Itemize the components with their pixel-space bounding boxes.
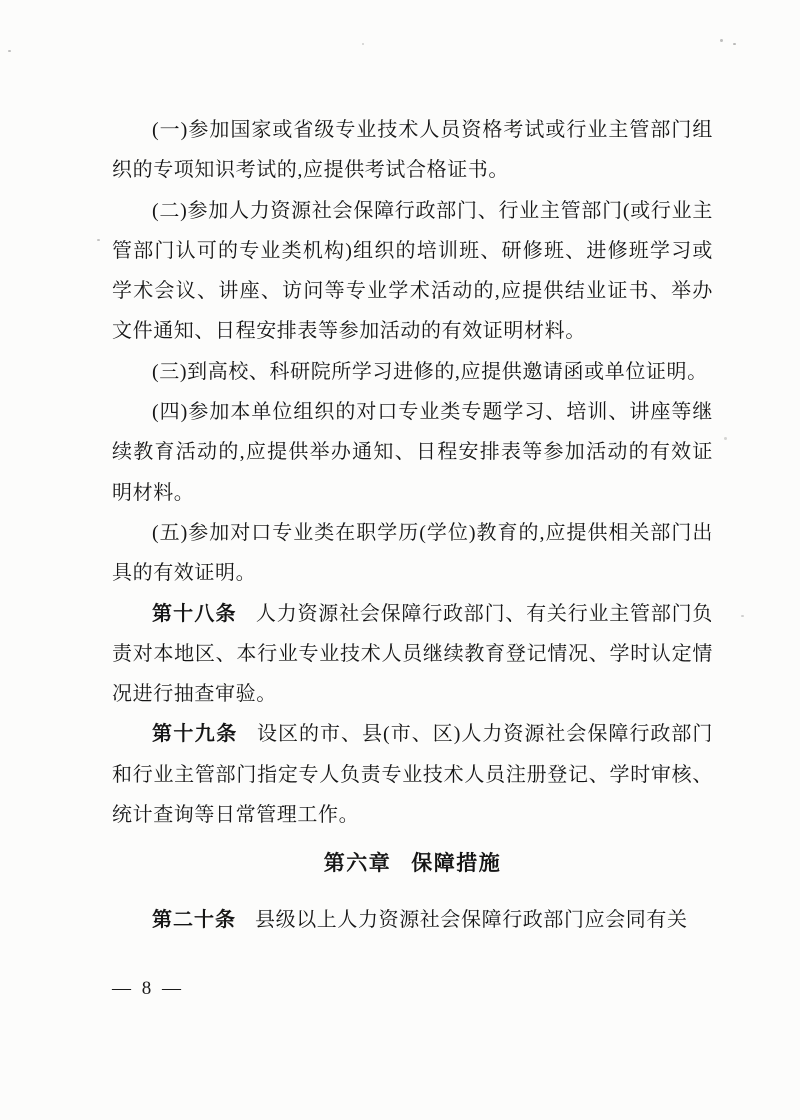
- paragraph-text: 设区的市、县(市、区)人力资源社会保障行政部门和行业主管部门指定专人负责专业技术人员注册登记、学时审核、统计查询等日常管理工作。: [112, 723, 714, 827]
- paragraph-text: (四)参加本单位组织的对口专业类专题学习、培训、讲座等继续教育活动的,应提供举办通知、日程安排表等参加活动的有效证明材料。: [112, 401, 713, 504]
- scan-speck: [733, 43, 736, 45]
- chapter-title: 保障措施: [411, 852, 502, 876]
- scan-speck: [741, 615, 744, 617]
- article-number: 第十八条: [152, 602, 237, 625]
- list-item-paragraph: [112, 110, 713, 191]
- scan-speck: [97, 239, 100, 241]
- document-body: [112, 110, 713, 941]
- scan-speck: [724, 437, 727, 440]
- paragraph-text: (二)参加人力资源社会保障行政部门、行业主管部门(或行业主管部门认可的专业类机构)组织的培训班、研修班、进修班学习或学术会议、讲座、访问等专业学术活动的,应提供结业证书、举办文件通知、日程安排表等参加活动的有效证明材料。: [112, 199, 713, 343]
- list-item-paragraph: [112, 191, 713, 352]
- article-paragraph: [112, 594, 713, 715]
- paragraph-text: (一)参加国家或省级专业技术人员资格考试或行业主管部门组织的专项知识考试的,应提供考试合格证书。: [112, 119, 713, 182]
- paragraph-text: (五)参加对口专业类在职学历(学位)教育的,应提供相关部门出具的有效证明。: [112, 521, 713, 585]
- page-number: — 8 —: [112, 978, 184, 999]
- list-item-paragraph: [112, 392, 713, 513]
- list-item-paragraph: [112, 352, 713, 392]
- paragraph-text: (三)到高校、科研院所学习进修的,应提供邀请函或单位证明。: [152, 360, 708, 383]
- article-paragraph: [112, 900, 713, 940]
- chapter-heading: [112, 844, 713, 884]
- article-number: 第二十条: [152, 909, 236, 932]
- list-item-paragraph: [112, 513, 713, 594]
- scan-speck: [720, 39, 723, 42]
- chapter-number: 第六章: [323, 852, 392, 876]
- article-paragraph: [112, 714, 713, 835]
- scan-speck: [362, 43, 364, 45]
- scan-speck: [8, 50, 11, 52]
- paragraph-text: 县级以上人力资源社会保障行政部门应会同有关: [255, 909, 688, 932]
- paragraph-text: 人力资源社会保障行政部门、有关行业主管部门负责对本地区、本行业专业技术人员继续教育登记情况、学时认定情况进行抽查审验。: [112, 602, 714, 706]
- article-number: 第十九条: [152, 723, 238, 746]
